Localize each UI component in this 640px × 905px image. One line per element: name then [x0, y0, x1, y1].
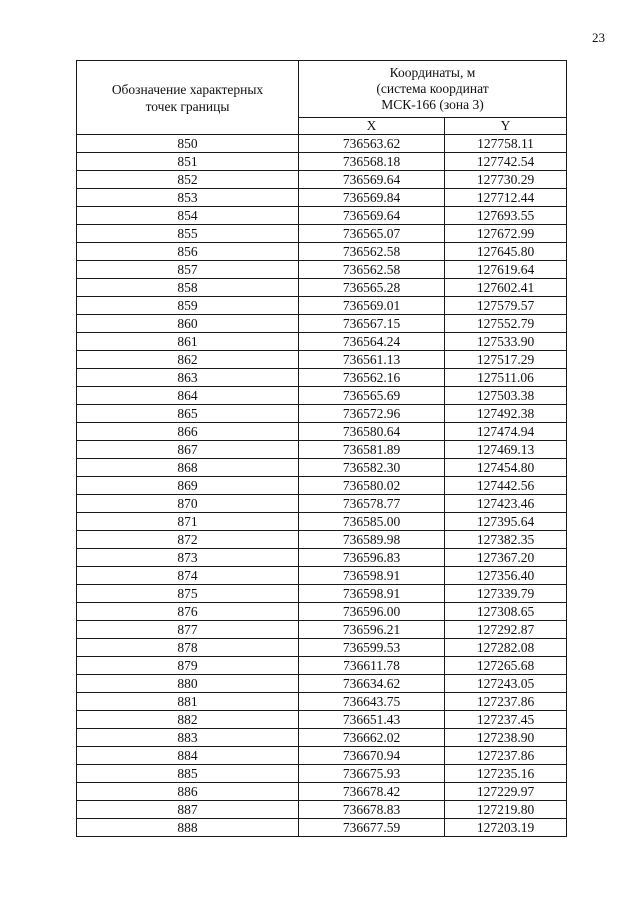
- point-cell: 851: [77, 153, 299, 171]
- y-cell: 127503.38: [445, 387, 567, 405]
- y-column-header: Y: [445, 118, 567, 135]
- point-cell: 888: [77, 819, 299, 837]
- table-row: [77, 603, 567, 621]
- table-row: [77, 801, 567, 819]
- y-cell: 127517.29: [445, 351, 567, 369]
- table-row: [77, 729, 567, 747]
- table-row: [77, 207, 567, 225]
- point-cell: 878: [77, 639, 299, 657]
- point-cell: 882: [77, 711, 299, 729]
- point-cell: 852: [77, 171, 299, 189]
- x-cell: 736677.59: [299, 819, 445, 837]
- point-cell: 871: [77, 513, 299, 531]
- x-cell: 736611.78: [299, 657, 445, 675]
- y-cell: 127292.87: [445, 621, 567, 639]
- x-cell: 736567.15: [299, 315, 445, 333]
- table-row: [77, 297, 567, 315]
- x-cell: 736662.02: [299, 729, 445, 747]
- point-cell: 867: [77, 441, 299, 459]
- x-cell: 736565.07: [299, 225, 445, 243]
- coords-header-line3: МСК-166 (зона 3): [381, 97, 484, 112]
- table-row: [77, 567, 567, 585]
- table-row: [77, 225, 567, 243]
- x-cell: 736578.77: [299, 495, 445, 513]
- x-cell: 736569.01: [299, 297, 445, 315]
- x-cell: 736678.42: [299, 783, 445, 801]
- point-header-line2: точек границы: [145, 98, 230, 114]
- y-cell: 127742.54: [445, 153, 567, 171]
- table-row: [77, 405, 567, 423]
- point-cell: 877: [77, 621, 299, 639]
- y-cell: 127382.35: [445, 531, 567, 549]
- point-cell: 884: [77, 747, 299, 765]
- table-row: [77, 513, 567, 531]
- table-row: [77, 819, 567, 837]
- table-row: [77, 657, 567, 675]
- table-row: [77, 639, 567, 657]
- point-cell: 875: [77, 585, 299, 603]
- point-cell: 860: [77, 315, 299, 333]
- x-cell: 736598.91: [299, 567, 445, 585]
- x-cell: 736572.96: [299, 405, 445, 423]
- y-cell: 127235.16: [445, 765, 567, 783]
- x-cell: 736598.91: [299, 585, 445, 603]
- x-cell: 736565.69: [299, 387, 445, 405]
- table-row: [77, 279, 567, 297]
- point-cell: 883: [77, 729, 299, 747]
- point-cell: 850: [77, 135, 299, 153]
- table-row: [77, 243, 567, 261]
- table-row: [77, 189, 567, 207]
- table-row: [77, 621, 567, 639]
- y-cell: 127693.55: [445, 207, 567, 225]
- x-cell: 736562.16: [299, 369, 445, 387]
- table-row: [77, 783, 567, 801]
- y-cell: 127219.80: [445, 801, 567, 819]
- x-cell: 736569.84: [299, 189, 445, 207]
- y-cell: 127237.86: [445, 747, 567, 765]
- x-cell: 736670.94: [299, 747, 445, 765]
- coordinates-table: [76, 60, 567, 837]
- point-cell: 864: [77, 387, 299, 405]
- y-cell: 127367.20: [445, 549, 567, 567]
- y-cell: 127308.65: [445, 603, 567, 621]
- x-cell: 736589.98: [299, 531, 445, 549]
- x-cell: 736585.00: [299, 513, 445, 531]
- point-header-line1: Обозначение характерных: [111, 81, 264, 97]
- table-row: [77, 765, 567, 783]
- y-cell: 127395.64: [445, 513, 567, 531]
- table-row: [77, 585, 567, 603]
- coords-header-line2: (система координат: [376, 81, 489, 96]
- y-cell: 127282.08: [445, 639, 567, 657]
- y-cell: 127492.38: [445, 405, 567, 423]
- x-cell: 736581.89: [299, 441, 445, 459]
- x-cell: 736599.53: [299, 639, 445, 657]
- x-cell: 736675.93: [299, 765, 445, 783]
- point-cell: 858: [77, 279, 299, 297]
- coords-header-line1: Координаты, м: [389, 65, 476, 80]
- point-cell: 866: [77, 423, 299, 441]
- point-cell: 872: [77, 531, 299, 549]
- table-row: [77, 477, 567, 495]
- table-row: [77, 549, 567, 567]
- point-cell: 861: [77, 333, 299, 351]
- coordinates-table-body: [77, 135, 567, 837]
- point-cell: 887: [77, 801, 299, 819]
- y-cell: 127511.06: [445, 369, 567, 387]
- x-column-header: X: [299, 118, 445, 135]
- x-cell: 736563.62: [299, 135, 445, 153]
- y-cell: 127356.40: [445, 567, 567, 585]
- point-cell: 859: [77, 297, 299, 315]
- x-cell: 736634.62: [299, 675, 445, 693]
- x-cell: 736568.18: [299, 153, 445, 171]
- point-cell: 857: [77, 261, 299, 279]
- table-row: [77, 423, 567, 441]
- x-cell: 736582.30: [299, 459, 445, 477]
- y-cell: 127243.05: [445, 675, 567, 693]
- table-row: [77, 531, 567, 549]
- y-cell: 127442.56: [445, 477, 567, 495]
- x-cell: 736562.58: [299, 261, 445, 279]
- y-cell: 127645.80: [445, 243, 567, 261]
- y-cell: 127454.80: [445, 459, 567, 477]
- y-cell: 127619.64: [445, 261, 567, 279]
- y-cell: 127237.86: [445, 693, 567, 711]
- point-cell: 865: [77, 405, 299, 423]
- x-cell: 736596.21: [299, 621, 445, 639]
- y-cell: 127265.68: [445, 657, 567, 675]
- y-cell: 127533.90: [445, 333, 567, 351]
- x-cell: 736564.24: [299, 333, 445, 351]
- table-row: [77, 747, 567, 765]
- y-cell: 127469.13: [445, 441, 567, 459]
- point-cell: 879: [77, 657, 299, 675]
- table-row: [77, 351, 567, 369]
- y-cell: 127237.45: [445, 711, 567, 729]
- coordinates-header: [299, 61, 567, 118]
- y-cell: 127579.57: [445, 297, 567, 315]
- x-cell: 736580.64: [299, 423, 445, 441]
- table-row: [77, 261, 567, 279]
- point-cell: 885: [77, 765, 299, 783]
- point-cell: 856: [77, 243, 299, 261]
- point-cell: 862: [77, 351, 299, 369]
- point-cell: 873: [77, 549, 299, 567]
- point-cell: 868: [77, 459, 299, 477]
- point-cell: 886: [77, 783, 299, 801]
- point-cell: 876: [77, 603, 299, 621]
- y-cell: 127552.79: [445, 315, 567, 333]
- point-cell: 874: [77, 567, 299, 585]
- point-cell: 870: [77, 495, 299, 513]
- table-row: [77, 315, 567, 333]
- point-cell: 880: [77, 675, 299, 693]
- x-cell: 736643.75: [299, 693, 445, 711]
- page-number: 23: [592, 30, 605, 45]
- point-cell: 881: [77, 693, 299, 711]
- point-cell: 863: [77, 369, 299, 387]
- table-row: [77, 495, 567, 513]
- table-row: [77, 693, 567, 711]
- x-cell: 736596.83: [299, 549, 445, 567]
- x-cell: 736678.83: [299, 801, 445, 819]
- x-cell: 736596.00: [299, 603, 445, 621]
- y-cell: 127712.44: [445, 189, 567, 207]
- table-row: [77, 441, 567, 459]
- y-cell: 127203.19: [445, 819, 567, 837]
- y-cell: 127423.46: [445, 495, 567, 513]
- y-cell: 127238.90: [445, 729, 567, 747]
- table-row: [77, 387, 567, 405]
- y-cell: 127474.94: [445, 423, 567, 441]
- table-row: [77, 711, 567, 729]
- table-row: [77, 333, 567, 351]
- point-cell: 855: [77, 225, 299, 243]
- point-cell: 853: [77, 189, 299, 207]
- table-row: [77, 369, 567, 387]
- point-designation-header: [77, 61, 299, 135]
- x-cell: 736561.13: [299, 351, 445, 369]
- table-row: [77, 675, 567, 693]
- y-cell: 127730.29: [445, 171, 567, 189]
- y-cell: 127602.41: [445, 279, 567, 297]
- table-row: [77, 459, 567, 477]
- x-cell: 736580.02: [299, 477, 445, 495]
- table-row: [77, 153, 567, 171]
- x-cell: 736562.58: [299, 243, 445, 261]
- y-cell: 127758.11: [445, 135, 567, 153]
- x-cell: 736565.28: [299, 279, 445, 297]
- y-cell: 127339.79: [445, 585, 567, 603]
- y-cell: 127672.99: [445, 225, 567, 243]
- y-cell: 127229.97: [445, 783, 567, 801]
- point-cell: 869: [77, 477, 299, 495]
- table-row: [77, 135, 567, 153]
- table-row: [77, 171, 567, 189]
- x-cell: 736569.64: [299, 171, 445, 189]
- x-cell: 736569.64: [299, 207, 445, 225]
- point-cell: 854: [77, 207, 299, 225]
- x-cell: 736651.43: [299, 711, 445, 729]
